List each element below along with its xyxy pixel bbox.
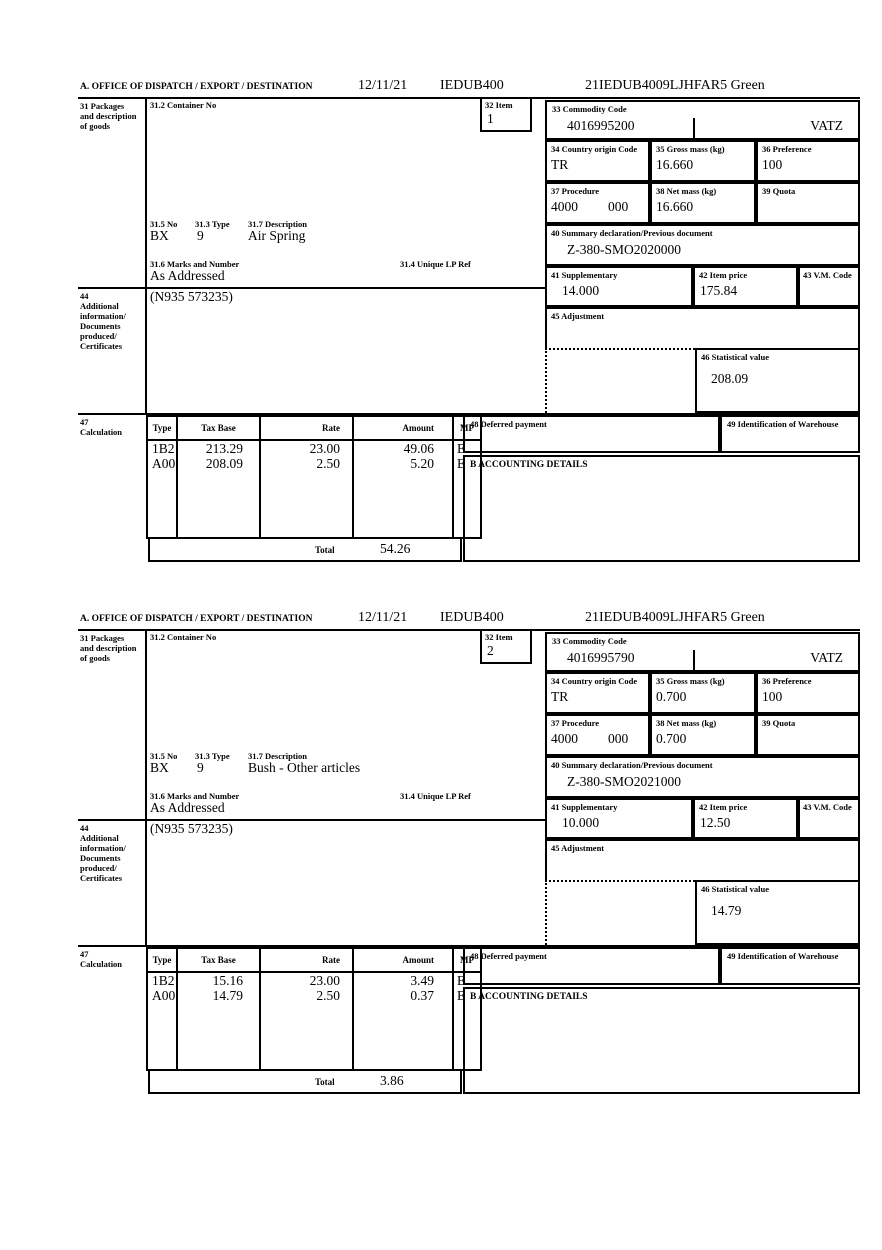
item-number-label: 32 Item [485, 632, 513, 642]
vat-code-value: VATZ [810, 650, 843, 665]
vm-code-box [798, 798, 860, 839]
calc-type-1: 1B2 [152, 441, 175, 456]
calc-header-type: Type [147, 416, 177, 440]
statistical-value-value: 208.09 [711, 371, 749, 386]
additional-info-label-text: Additional information/ Documents produced/ Certificates [80, 833, 126, 884]
commodity-code-divider [693, 118, 695, 138]
lp-ref-label: 31.4 Unique LP Ref [400, 791, 471, 801]
procedure-value-1: 4000 [551, 199, 578, 214]
pkg-type-value: 9 [197, 228, 204, 243]
calculation-total-row [148, 539, 462, 562]
quota-box [756, 182, 860, 224]
country-origin-label: 34 Country origin Code [551, 676, 638, 686]
warehouse-box [720, 947, 860, 985]
calculation-label-no: 47 [80, 417, 89, 427]
calc-col-tax-base [177, 440, 260, 538]
item-price-box [693, 266, 798, 307]
summary-declaration-value: Z-380-SMO2021000 [567, 774, 681, 789]
deferred-payment-label: 48 Deferred payment [470, 951, 547, 961]
preference-value: 100 [762, 689, 783, 704]
pkg-description-label: 31.7 Description [248, 219, 308, 229]
country-origin-box [545, 672, 650, 714]
calculation-label-no: 47 [80, 949, 89, 959]
calc-col-type [147, 972, 177, 1070]
net-mass-value: 16.660 [656, 199, 694, 214]
calc-col-rate [260, 440, 353, 538]
valuation-dotted-area [545, 880, 695, 945]
item-number-box [480, 97, 532, 132]
summary-declaration-label: 40 Summary declaration/Previous document [551, 228, 713, 238]
supplementary-box [545, 266, 693, 307]
warehouse-box [720, 415, 860, 453]
procedure-label: 37 Procedure [551, 186, 600, 196]
commodity-code-value: 4016995790 [567, 650, 635, 665]
calc-header-amount: Amount [353, 416, 453, 440]
container-no-label: 31.2 Container No [150, 100, 217, 110]
commodity-code-value: 4016995200 [567, 118, 635, 133]
net-mass-value: 0.700 [656, 731, 687, 746]
gross-mass-label: 35 Gross mass (kg) [656, 676, 725, 686]
calc-type-2: A00 [152, 988, 176, 1003]
item-number-label: 32 Item [485, 100, 513, 110]
accounting-details-label: B ACCOUNTING DETAILS [470, 460, 588, 470]
deferred-payment-box [463, 947, 720, 985]
calculation-label-text: Calculation [80, 959, 123, 970]
calc-header-type: Type [147, 948, 177, 972]
preference-box [756, 140, 860, 182]
packages-44-divider [78, 819, 545, 821]
procedure-box [545, 714, 650, 756]
lp-ref-label: 31.4 Unique LP Ref [400, 259, 471, 269]
commodity-code-divider [693, 650, 695, 670]
pkg-type-value: 9 [197, 760, 204, 775]
calc-tax-base-2: 14.79 [212, 988, 243, 1003]
country-origin-label: 34 Country origin Code [551, 144, 638, 154]
calculation-header-row [147, 948, 481, 972]
additional-info-label-text: Additional information/ Documents produced/ Certificates [80, 301, 126, 352]
additional-info-label-no: 44 [80, 823, 89, 833]
calc-header-mp: MP [453, 416, 481, 440]
calculation-label [80, 417, 140, 437]
calc-mp-1: E [457, 973, 466, 988]
vm-code-box [798, 266, 860, 307]
warehouse-label: 49 Identification of Warehouse [727, 419, 839, 429]
item-number-value: 1 [487, 111, 494, 126]
statistical-value-box [695, 880, 860, 945]
calc-col-rate [260, 972, 353, 1070]
left-column-divider [145, 629, 147, 945]
calc-header-mp: MP [453, 948, 481, 972]
calc-amount-1: 49.06 [403, 441, 434, 456]
country-origin-value: TR [551, 157, 569, 172]
gross-mass-box [650, 140, 756, 182]
top-rule [78, 629, 860, 631]
top-rule [78, 97, 860, 99]
item-price-label: 42 Item price [699, 270, 748, 280]
calculation-body-row [147, 972, 481, 1070]
marks-value: As Addressed [150, 268, 225, 283]
vm-code-label: 43 V.M. Code [803, 270, 852, 280]
item-price-value: 12.50 [700, 815, 731, 830]
country-origin-box [545, 140, 650, 182]
calc-header-tax-base: Tax Base [177, 416, 260, 440]
commodity-code-label: 33 Commodity Code [552, 636, 627, 646]
item-section-1 [0, 78, 882, 568]
calculation-body-row [147, 440, 481, 538]
gross-mass-value: 0.700 [656, 689, 687, 704]
adjustment-box [545, 307, 860, 348]
pkg-description-value: Bush - Other articles [248, 760, 361, 775]
calc-header-amount: Amount [353, 948, 453, 972]
total-value: 54.26 [380, 541, 411, 556]
calc-col-amount [353, 440, 453, 538]
item-price-box [693, 798, 798, 839]
additional-info-value: (N935 573235) [150, 289, 233, 304]
calc-tax-base-2: 208.09 [205, 456, 243, 471]
statistical-value-label: 46 Statistical value [701, 352, 769, 362]
calc-mp-2: E [457, 456, 466, 471]
net-mass-label: 38 Net mass (kg) [656, 718, 717, 728]
calculation-total-row [148, 1071, 462, 1094]
supplementary-label: 41 Supplementary [551, 802, 618, 812]
accounting-details-label: B ACCOUNTING DETAILS [470, 992, 588, 1002]
pkg-description-label: 31.7 Description [248, 751, 308, 761]
summary-declaration-label: 40 Summary declaration/Previous document [551, 760, 713, 770]
office-of-dispatch-label: A. OFFICE OF DISPATCH / EXPORT / DESTINATION [80, 614, 313, 624]
net-mass-box [650, 182, 756, 224]
statistical-value-box [695, 348, 860, 413]
deferred-payment-box [463, 415, 720, 453]
item-number-value: 2 [487, 643, 494, 658]
statistical-value-value: 14.79 [711, 903, 742, 918]
pkg-no-label: 31.5 No [150, 219, 178, 229]
adjustment-label: 45 Adjustment [551, 843, 605, 853]
gross-mass-box [650, 672, 756, 714]
item-price-value: 175.84 [700, 283, 738, 298]
procedure-box [545, 182, 650, 224]
gross-mass-value: 16.660 [656, 157, 694, 172]
packages-44-divider [78, 287, 545, 289]
pkg-no-value: BX [150, 760, 169, 775]
calc-amount-1: 3.49 [410, 973, 434, 988]
net-mass-label: 38 Net mass (kg) [656, 186, 717, 196]
preference-label: 36 Preference [762, 676, 812, 686]
calc-amount-2: 5.20 [410, 456, 434, 471]
office-code: IEDUB400 [440, 610, 504, 625]
gross-mass-label: 35 Gross mass (kg) [656, 144, 725, 154]
packages-label: 31 Packages and description of goods [80, 101, 137, 132]
total-label: Total [315, 1077, 335, 1087]
summary-declaration-box [545, 756, 860, 798]
office-of-dispatch-label: A. OFFICE OF DISPATCH / EXPORT / DESTINATION [80, 82, 313, 92]
commodity-code-label: 33 Commodity Code [552, 104, 627, 114]
calc-type-2: A00 [152, 456, 176, 471]
accounting-details-box [463, 455, 860, 562]
summary-declaration-value: Z-380-SMO2020000 [567, 242, 681, 257]
calc-col-amount [353, 972, 453, 1070]
declaration-date: 12/11/21 [358, 78, 408, 93]
calc-rate-1: 23.00 [309, 441, 340, 456]
commodity-code-box [545, 632, 860, 672]
procedure-value-1: 4000 [551, 731, 578, 746]
preference-box [756, 672, 860, 714]
calc-tax-base-1: 15.16 [212, 973, 243, 988]
summary-declaration-box [545, 224, 860, 266]
commodity-code-box [545, 100, 860, 140]
additional-info-value: (N935 573235) [150, 821, 233, 836]
calculation-label [80, 949, 140, 969]
calculation-table [146, 947, 482, 1071]
quota-label: 39 Quota [762, 718, 796, 728]
calculation-label-text: Calculation [80, 427, 123, 438]
office-code: IEDUB400 [440, 78, 504, 93]
calc-mp-2: E [457, 988, 466, 1003]
accounting-details-box [463, 987, 860, 1094]
deferred-payment-label: 48 Deferred payment [470, 419, 547, 429]
declaration-date: 12/11/21 [358, 610, 408, 625]
vat-code-value: VATZ [810, 118, 843, 133]
supplementary-value: 14.000 [562, 283, 600, 298]
procedure-value-2: 000 [608, 731, 629, 746]
marks-label: 31.6 Marks and Number [150, 259, 240, 269]
additional-info-label-no: 44 [80, 291, 89, 301]
calc-col-type [147, 440, 177, 538]
pkg-description-value: Air Spring [248, 228, 306, 243]
statistical-value-label: 46 Statistical value [701, 884, 769, 894]
pkg-no-value: BX [150, 228, 169, 243]
calc-col-tax-base [177, 972, 260, 1070]
adjustment-label: 45 Adjustment [551, 311, 605, 321]
calc-tax-base-1: 213.29 [205, 441, 243, 456]
calc-header-rate: Rate [260, 948, 353, 972]
preference-label: 36 Preference [762, 144, 812, 154]
pkg-type-label: 31.3 Type [195, 219, 230, 229]
country-origin-value: TR [551, 689, 569, 704]
procedure-value-2: 000 [608, 199, 629, 214]
pkg-no-label: 31.5 No [150, 751, 178, 761]
calculation-header-row [147, 416, 481, 440]
net-mass-box [650, 714, 756, 756]
calc-type-1: 1B2 [152, 973, 175, 988]
container-no-label: 31.2 Container No [150, 632, 217, 642]
warehouse-label: 49 Identification of Warehouse [727, 951, 839, 961]
calc-rate-1: 23.00 [309, 973, 340, 988]
declaration-reference: 21IEDUB4009LJHFAR5 Green [585, 78, 765, 93]
left-column-divider [145, 97, 147, 413]
item-price-label: 42 Item price [699, 802, 748, 812]
declaration-reference: 21IEDUB4009LJHFAR5 Green [585, 610, 765, 625]
calc-rate-2: 2.50 [316, 456, 340, 471]
calc-mp-1: E [457, 441, 466, 456]
total-label: Total [315, 545, 335, 555]
total-value: 3.86 [380, 1073, 404, 1088]
quota-label: 39 Quota [762, 186, 796, 196]
pkg-type-label: 31.3 Type [195, 751, 230, 761]
adjustment-box [545, 839, 860, 880]
calc-header-rate: Rate [260, 416, 353, 440]
supplementary-label: 41 Supplementary [551, 270, 618, 280]
calc-header-tax-base: Tax Base [177, 948, 260, 972]
supplementary-value: 10.000 [562, 815, 600, 830]
calc-amount-2: 0.37 [410, 988, 434, 1003]
packages-label: 31 Packages and description of goods [80, 633, 137, 664]
item-section-2 [0, 610, 882, 1100]
preference-value: 100 [762, 157, 783, 172]
valuation-dotted-area [545, 348, 695, 413]
marks-label: 31.6 Marks and Number [150, 791, 240, 801]
vm-code-label: 43 V.M. Code [803, 802, 852, 812]
calculation-table [146, 415, 482, 539]
item-number-box [480, 629, 532, 664]
supplementary-box [545, 798, 693, 839]
additional-info-label [80, 291, 142, 351]
procedure-label: 37 Procedure [551, 718, 600, 728]
additional-info-label [80, 823, 142, 883]
calc-rate-2: 2.50 [316, 988, 340, 1003]
quota-box [756, 714, 860, 756]
marks-value: As Addressed [150, 800, 225, 815]
